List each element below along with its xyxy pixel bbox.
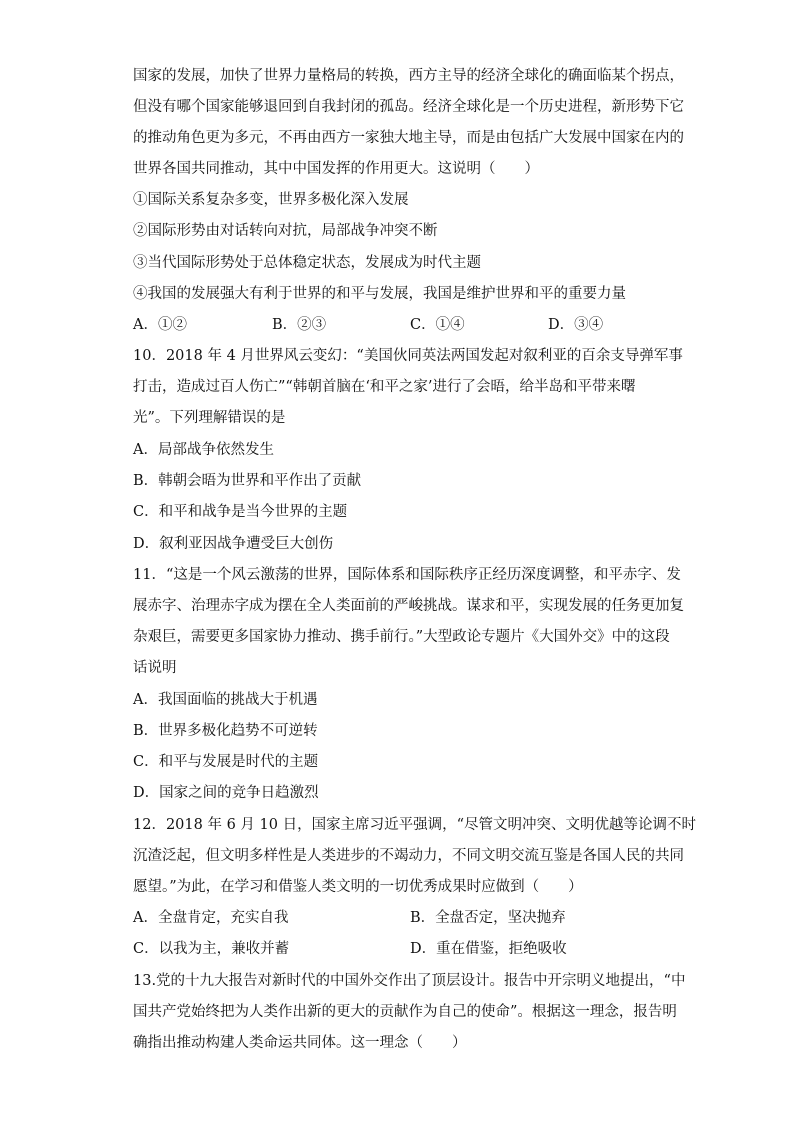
question-10-option-c: C．和平和战争是当今世界的主题: [133, 504, 348, 520]
question-11-option-b: B．世界多极化趋势不可逆转: [133, 723, 318, 739]
question-12-option-b: B．全盘否定，坚决抛弃: [410, 910, 566, 926]
question-10-option-d: D．叙利亚因战争遭受巨大创伤: [133, 536, 334, 552]
question-12-line-3: 愿望。”为此，在学习和借鉴人类文明的一切优秀成果时应做到（ ）: [133, 879, 583, 895]
question-11-option-a: A．我国面临的挑战大于机遇: [133, 692, 318, 708]
question-12-line-2: 沉渣泛起，但文明多样性是人类进步的不竭动力，不同文明交流互鉴是各国人民的共同: [133, 848, 684, 864]
question-12-line-1: 12．2018 年 6 月 10 日，国家主席习近平强调，“尽管文明冲突、文明优越等论调不时: [133, 817, 696, 833]
question-11-line-3: 杂艰巨，需要更多国家协力推动、携手前行。”大型政论专题片《大国外交》中的这段: [133, 629, 670, 645]
question-9-option-d: D．③④: [548, 317, 604, 333]
question-9-line-2: 但没有哪个国家能够退回到自我封闭的孤岛。经济全球化是一个历史进程，新形势下它: [133, 99, 684, 115]
question-13-line-1: 13.党的十九大报告对新时代的中国外交作出了顶层设计。报告中开宗明义地提出，“中: [133, 973, 686, 989]
question-9-item-2: ②国际形势由对话转向对抗，局部战争冲突不断: [133, 223, 438, 239]
question-11-line-2: 展赤字、治理赤字成为摆在全人类面前的严峻挑战。谋求和平，实现发展的任务更加复: [133, 598, 684, 614]
question-10-option-a: A．局部战争依然发生: [133, 442, 274, 458]
question-9-option-c: C．①④: [410, 317, 465, 333]
question-10-line-2: 打击，造成过百人伤亡”“韩朝首脑在‘和平之家’进行了会晤，给半岛和平带来曙: [133, 379, 636, 395]
question-9-item-1: ①国际关系复杂多变，世界多极化深入发展: [133, 192, 409, 208]
question-9-item-4: ④我国的发展强大有利于世界的和平与发展，我国是维护世界和平的重要力量: [133, 286, 626, 302]
question-13-line-2: 国共产党始终把为人类作出新的更大的贡献作为自己的使命”。根据这一理念，报告明: [133, 1004, 677, 1020]
question-11-line-4: 话说明: [133, 660, 177, 676]
question-9-line-4: 世界各国共同推动，其中中国发挥的作用更大。这说明（ ）: [133, 161, 539, 177]
question-12-option-d: D．重在借鉴，拒绝吸收: [410, 941, 567, 957]
question-11-line-1: 11．“这是一个风云激荡的世界，国际体系和国际秩序正经历深度调整，和平赤字、发: [133, 567, 681, 583]
question-11-option-c: C．和平与发展是时代的主题: [133, 754, 319, 770]
question-12-option-c: C．以我为主，兼收并蓄: [133, 941, 290, 957]
question-10-option-b: B．韩朝会晤为世界和平作出了贡献: [133, 473, 362, 489]
question-11-option-d: D．国家之间的竞争日趋激烈: [133, 785, 319, 801]
question-10-line-3: 光”。下列理解错误的是: [133, 410, 286, 426]
question-13-line-3: 确指出推动构建人类命运共同体。这一理念（ ）: [133, 1035, 467, 1051]
question-12-option-a: A．全盘肯定，充实自我: [133, 910, 289, 926]
question-9-option-a: A．①②: [133, 317, 187, 333]
question-10-line-1: 10．2018 年 4 月世界风云变幻：“美国伙同英法两国发起对叙利亚的百余支导弹军事: [133, 348, 683, 364]
question-9-option-b: B．②③: [272, 317, 327, 333]
question-9-item-3: ③当代国际形势处于总体稳定状态，发展成为时代主题: [133, 255, 481, 271]
question-9-line-1: 国家的发展，加快了世界力量格局的转换，西方主导的经济全球化的确面临某个拐点，: [133, 68, 684, 84]
question-9-line-3: 的推动角色更为多元，不再由西方一家独大地主导，而是由包括广大发展中国家在内的: [133, 130, 684, 146]
